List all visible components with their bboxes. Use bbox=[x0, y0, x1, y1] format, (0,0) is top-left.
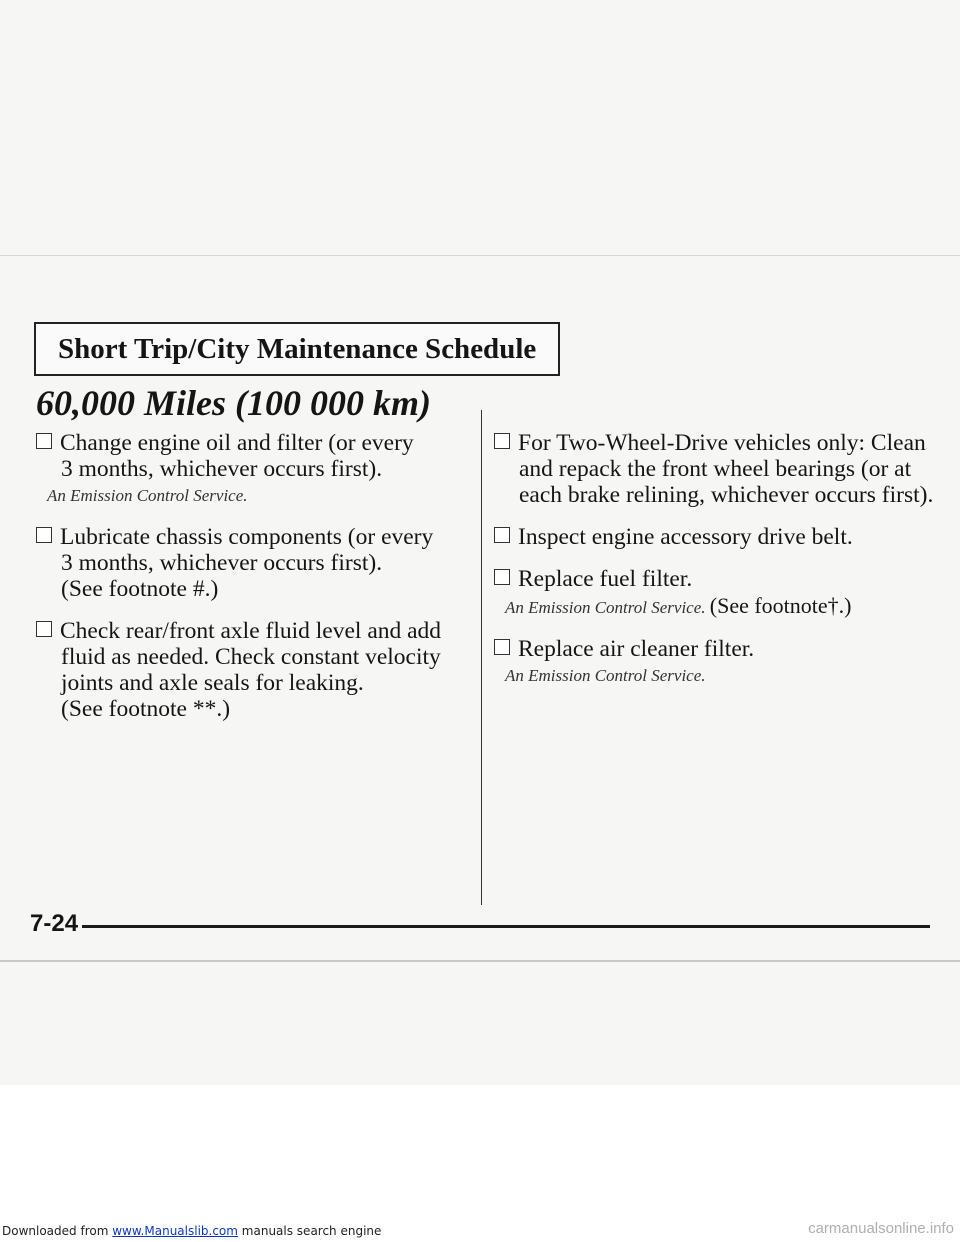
list-item bbox=[494, 430, 944, 508]
page-number: 7-24 bbox=[30, 910, 79, 937]
footer-rule bbox=[82, 925, 930, 928]
column-divider bbox=[481, 410, 482, 905]
item-text: Lubricate chassis components (or every bbox=[60, 524, 434, 550]
item-text: Replace fuel filter. bbox=[518, 566, 693, 592]
item-text: (See footnote #.) bbox=[61, 576, 219, 602]
watermark-prefix: Downloaded from bbox=[2, 1224, 109, 1238]
emission-note: An Emission Control Service. bbox=[47, 486, 248, 505]
site-watermark: carmanualsonline.info bbox=[808, 1220, 954, 1237]
item-text: (See footnote **.) bbox=[61, 696, 231, 722]
item-text: joints and axle seals for leaking. bbox=[61, 670, 364, 696]
emission-note: An Emission Control Service. bbox=[505, 666, 706, 685]
checkbox-icon[interactable] bbox=[494, 569, 510, 585]
checkbox-icon[interactable] bbox=[494, 433, 510, 449]
emission-note bbox=[494, 594, 944, 620]
list-item bbox=[494, 636, 944, 688]
list-item bbox=[494, 524, 944, 550]
item-text: each brake relining, whichever occurs first). bbox=[519, 482, 934, 508]
item-text: For Two-Wheel-Drive vehicles only: Clean bbox=[518, 430, 926, 456]
top-rule bbox=[0, 255, 960, 256]
item-text: Change engine oil and filter (or every bbox=[60, 430, 414, 456]
item-text: fluid as needed. Check constant velocity bbox=[61, 644, 441, 670]
emission-note-text: An Emission Control Service. bbox=[505, 598, 706, 617]
checkbox-icon[interactable] bbox=[36, 527, 52, 543]
list-item bbox=[36, 618, 466, 722]
download-watermark bbox=[2, 1224, 381, 1238]
right-column bbox=[494, 430, 944, 704]
item-text: Check rear/front axle fluid level and add bbox=[60, 618, 442, 644]
manualslib-link[interactable]: www.Manualslib.com bbox=[112, 1224, 238, 1238]
left-column bbox=[36, 430, 466, 738]
checkbox-icon[interactable] bbox=[494, 639, 510, 655]
item-text: 3 months, whichever occurs first). bbox=[61, 456, 383, 482]
list-item bbox=[494, 566, 944, 620]
mileage-heading: 60,000 Miles (100 000 km) bbox=[36, 383, 431, 423]
footnote-ref: (See footnote†.) bbox=[709, 593, 852, 618]
item-text: and repack the front wheel bearings (or at bbox=[519, 456, 912, 482]
checkbox-icon[interactable] bbox=[36, 433, 52, 449]
list-item bbox=[36, 524, 466, 602]
section-title: Short Trip/City Maintenance Schedule bbox=[58, 332, 537, 365]
page-edge bbox=[0, 960, 960, 962]
checkbox-icon[interactable] bbox=[36, 621, 52, 637]
checkbox-icon[interactable] bbox=[494, 527, 510, 543]
item-text: 3 months, whichever occurs first). bbox=[61, 550, 383, 576]
list-item bbox=[36, 430, 466, 508]
section-title-box bbox=[34, 322, 560, 376]
item-text: Inspect engine accessory drive belt. bbox=[518, 524, 853, 550]
watermark-suffix: manuals search engine bbox=[241, 1224, 382, 1238]
item-text: Replace air cleaner filter. bbox=[518, 636, 755, 662]
